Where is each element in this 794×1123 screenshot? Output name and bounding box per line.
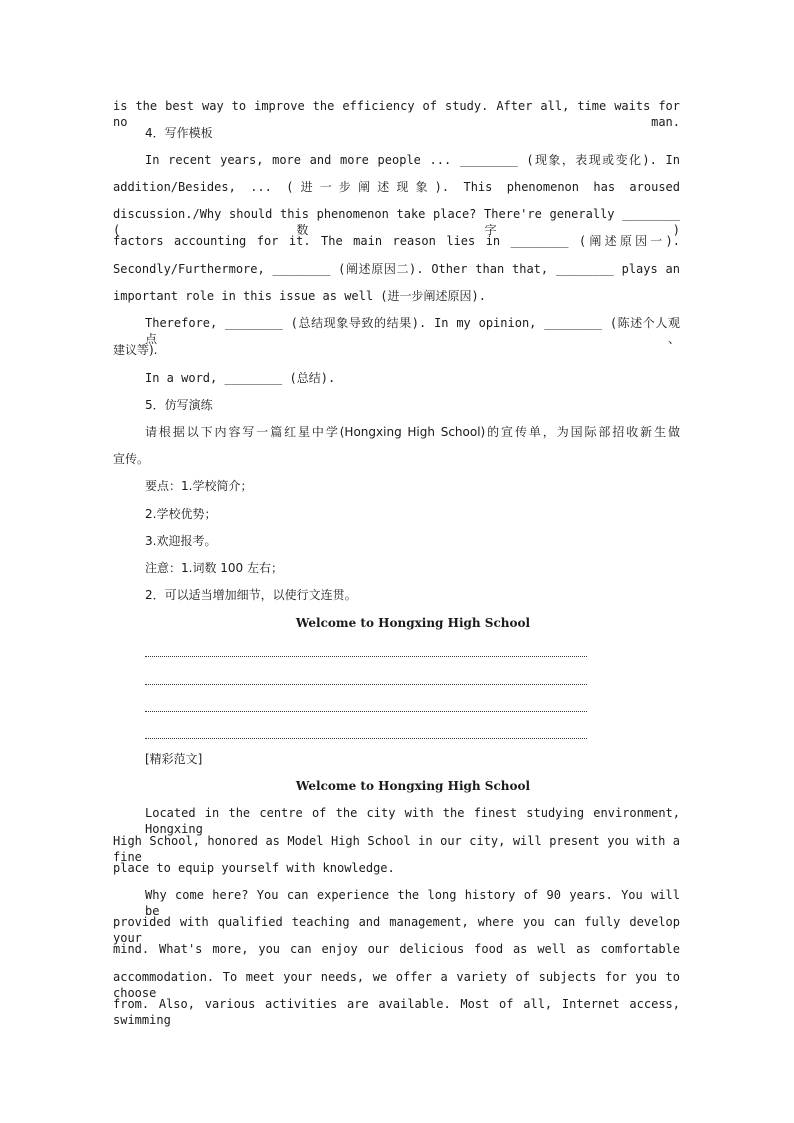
- text-line: High School, honored as Model High School in our city, will present you with a fine: [113, 834, 680, 864]
- section-heading: [精彩范文]: [145, 752, 203, 766]
- text-line: 注意：1.词数 100 左右；: [145, 561, 283, 575]
- text-line: Therefore, ________ (总结现象导致的结果). In my opinion, ________ (陈述个人观点、: [145, 316, 680, 346]
- text-line: from. Also, various activities are available. Most of all, Internet access, swimming: [113, 997, 680, 1027]
- text-line: 要点：1.学校简介；: [145, 479, 253, 493]
- text-line: discussion./Why should this phenomenon take place? There're generally ________ (数字): [113, 207, 680, 237]
- text-line: 3.欢迎报考。: [145, 534, 217, 548]
- text-line: 请根据以下内容写一篇红星中学(Hongxing High School)的宣传单，为国际部招收新生做: [145, 425, 680, 439]
- text-line: 宣传。: [113, 452, 150, 466]
- section-heading: 4．写作模板: [145, 126, 213, 140]
- text-line: In recent years, more and more people ... ________ (现象，表现或变化). In: [145, 153, 680, 167]
- text-line: important role in this issue as well (进一步阐述原因).: [113, 289, 486, 303]
- essay-title: Welcome to Hongxing High School: [295, 616, 531, 630]
- text-line: 建议等).: [113, 343, 158, 357]
- text-line: addition/Besides, ... (进一步阐述现象). This phenomenon has aroused: [113, 180, 680, 194]
- text-line: Located in the centre of the city with the finest studying environment, Hongxing: [145, 806, 680, 836]
- text-line: In a word, ________ (总结).: [145, 371, 336, 385]
- writing-line: [145, 684, 587, 685]
- text-line: provided with qualified teaching and management, where you can fully develop your: [113, 915, 680, 945]
- writing-line: [145, 656, 587, 657]
- text-line: 2.学校优势；: [145, 507, 217, 521]
- text-line: is the best way to improve the efficiency of study. After all, time waits for no man.: [113, 99, 680, 129]
- text-line: 2．可以适当增加细节，以使行文连贯。: [145, 588, 357, 602]
- writing-line: [145, 738, 587, 739]
- writing-line: [145, 711, 587, 712]
- text-line: factors accounting for it. The main reason lies in ________ (阐述原因一).: [113, 234, 680, 248]
- text-line: Secondly/Furthermore, ________ (阐述原因二). Other than that, ________ plays an: [113, 262, 680, 276]
- text-line: mind. What's more, you can enjoy our delicious food as well as comfortable: [113, 942, 680, 956]
- text-line: accommodation. To meet your needs, we offer a variety of subjects for you to choose: [113, 970, 680, 1000]
- essay-title: Welcome to Hongxing High School: [295, 779, 531, 793]
- section-heading: 5．仿写演练: [145, 398, 213, 412]
- text-line: Why come here? You can experience the long history of 90 years. You will be: [145, 888, 680, 918]
- text-line: place to equip yourself with knowledge.: [113, 861, 395, 875]
